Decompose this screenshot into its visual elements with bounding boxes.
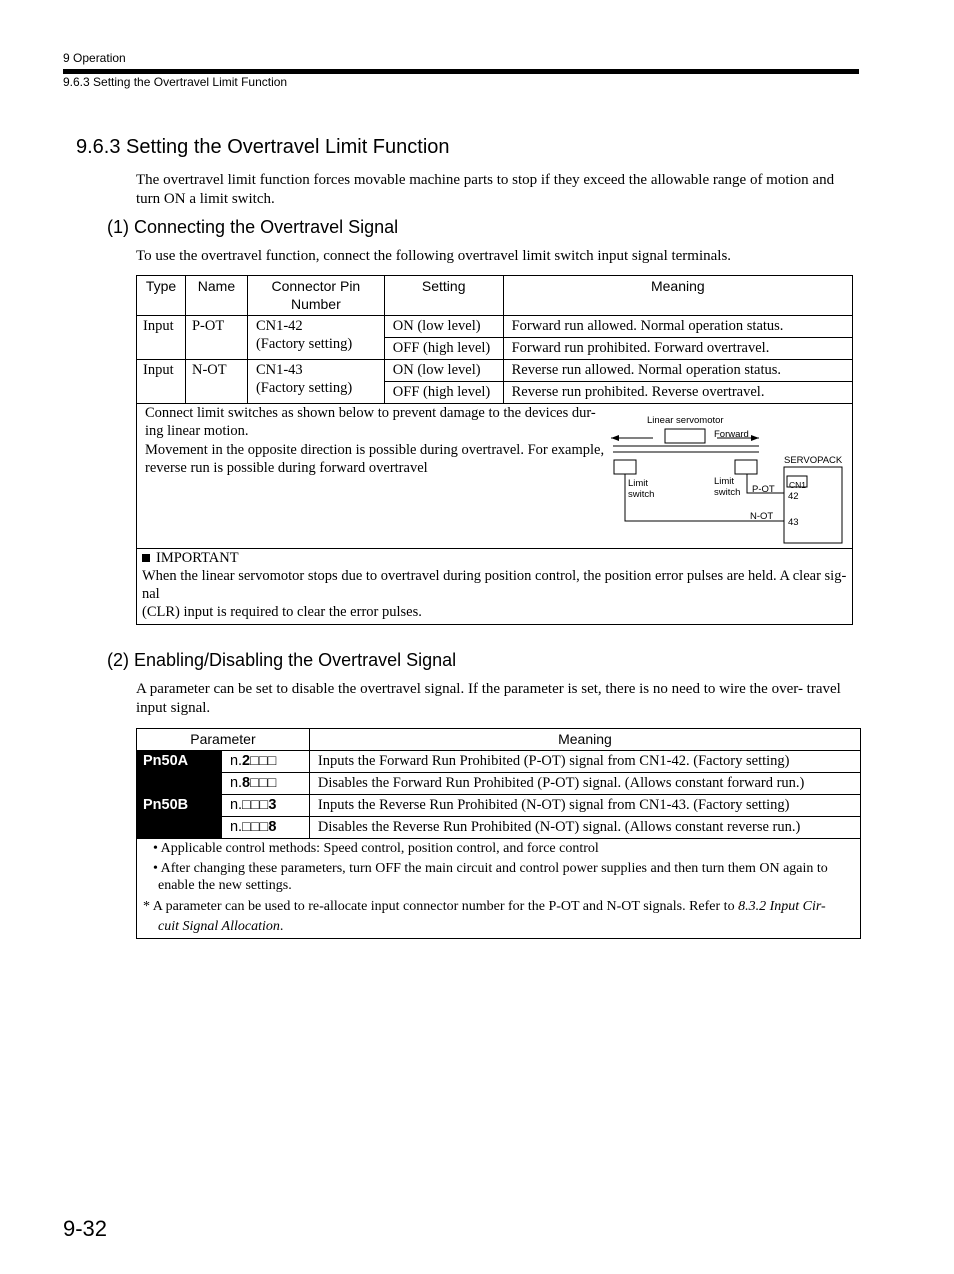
- table-row: [137, 751, 861, 773]
- limit-word: Limit: [714, 476, 735, 487]
- important-row: [137, 549, 853, 625]
- cell-meaning: Reverse run allowed. Normal operation status.: [503, 360, 852, 382]
- col-name: Name: [185, 276, 247, 316]
- col-type: Type: [137, 276, 186, 316]
- cell-name: P-OT: [185, 316, 247, 360]
- col-setting: Setting: [384, 276, 503, 316]
- section-title: 9.6.3 Setting the Overtravel Limit Function: [76, 136, 450, 158]
- switch-word: switch: [714, 487, 741, 498]
- cell-setting: OFF (high level): [384, 382, 503, 404]
- intro-paragraph: The overtravel limit function forces movable machine parts to stop if they exceed the allowable range of motion and turn ON a limit switch.: [136, 172, 835, 207]
- param-name-pn50a: Pn50A: [137, 751, 222, 795]
- note-cell: [137, 404, 853, 549]
- param-name-pn50b: Pn50B: [137, 795, 222, 839]
- parameter-table: [136, 728, 861, 939]
- table-header-row: [137, 729, 861, 751]
- limit-switch-diagram: [607, 404, 853, 549]
- param-value: [221, 751, 309, 773]
- param-meaning: Disables the Forward Run Prohibited (P-OT) signal. (Allows constant forward run.): [309, 773, 860, 795]
- value-digit: 2: [242, 753, 251, 769]
- note-bullet-2-cont: enable the new settings.: [158, 878, 292, 893]
- note-bullet-1: • Applicable control methods: Speed control, position control, and force control: [153, 841, 599, 856]
- label-limit-switch-1: [628, 478, 654, 500]
- note-text-1: Connect limit switches as shown below to prevent damage to the devices dur- ing linear motion.: [145, 405, 596, 439]
- table-row: [137, 360, 853, 382]
- col-connector: Connector Pin Number: [247, 276, 384, 316]
- overtravel-signal-table: [136, 275, 853, 625]
- value-prefix: n.□□□: [229, 797, 269, 813]
- table-row: [137, 795, 861, 817]
- label-pin-43: 43: [788, 517, 799, 528]
- cell-meaning: Reverse run prohibited. Reverse overtravel.: [503, 382, 852, 404]
- label-servopack: SERVOPACK: [784, 455, 843, 466]
- value-prefix: n.□□□: [229, 819, 269, 835]
- cell-meaning: Forward run prohibited. Forward overtravel.: [503, 338, 852, 360]
- subsection-1-heading: (1) Connecting the Overtravel Signal: [107, 217, 399, 237]
- note-reference[interactable]: 8.3.2 Input Cir-: [738, 899, 826, 914]
- notes-row: [137, 839, 861, 939]
- important-text: When the linear servomotor stops due to overtravel during position control, the position error pulses are held. A clear sig- nal: [142, 568, 847, 602]
- subsection-1-text: To use the overtravel function, connect the following overtravel limit switch input signal terminals.: [136, 248, 732, 264]
- note-asterisk-cont: [143, 917, 854, 937]
- notes-cell: [137, 839, 861, 939]
- label-p-ot: P-OT: [752, 484, 775, 495]
- label-pin-42: 42: [788, 491, 799, 502]
- param-value: [221, 795, 309, 817]
- cell-name: N-OT: [185, 360, 247, 404]
- running-header-section: 9.6.3 Setting the Overtravel Limit Function: [63, 75, 288, 89]
- col-meaning: Meaning: [309, 729, 860, 751]
- switch-word: switch: [628, 489, 655, 500]
- value-digit: 8: [268, 819, 277, 835]
- note-reference-cont[interactable]: cuit Signal Allocation: [158, 919, 280, 934]
- important-cell: [137, 549, 853, 625]
- subsection-2-text: A parameter can be set to disable the overtravel signal. If the parameter is set, there is no need to wire the over- travel input signal.: [136, 681, 841, 716]
- param-value: [221, 773, 309, 795]
- value-suffix: □□□: [250, 775, 277, 791]
- param-meaning: Inputs the Forward Run Prohibited (P-OT) signal from CN1-42. (Factory setting): [309, 751, 860, 773]
- note-asterisk: [143, 897, 854, 917]
- param-value: [221, 817, 309, 839]
- cell-type: Input: [137, 360, 186, 404]
- cell-pin: [247, 360, 384, 404]
- cell-setting: ON (low level): [384, 360, 503, 382]
- value-digit: 3: [268, 797, 277, 813]
- important-heading: [142, 549, 847, 567]
- col-meaning: Meaning: [503, 276, 852, 316]
- page-number: 9-32: [63, 1216, 108, 1241]
- pin-note: (Factory setting): [255, 336, 353, 352]
- value-suffix: □□□: [250, 753, 277, 769]
- limit-word: Limit: [628, 478, 649, 489]
- note-asterisk-text: * A parameter can be used to re-allocate input connector number for the P-OT and N-OT signals. Refer to: [143, 899, 739, 914]
- label-forward: Forward: [714, 429, 749, 440]
- running-header-chapter: 9 Operation: [63, 51, 126, 65]
- cell-setting: OFF (high level): [384, 338, 503, 360]
- cell-type: Input: [137, 316, 186, 360]
- value-prefix: n.: [229, 775, 243, 791]
- note-end: .: [279, 919, 284, 934]
- col-parameter: Parameter: [137, 729, 310, 751]
- param-meaning: Disables the Reverse Run Prohibited (N-OT) signal. (Allows constant reverse run.): [309, 817, 860, 839]
- table-row: [137, 773, 861, 795]
- pin-number: CN1-42: [255, 318, 303, 334]
- header-rule: [63, 69, 859, 74]
- square-bullet-icon: [142, 554, 150, 562]
- param-meaning: Inputs the Reverse Run Prohibited (N-OT) signal from CN1-43. (Factory setting): [309, 795, 860, 817]
- cell-meaning: Forward run allowed. Normal operation status.: [503, 316, 852, 338]
- note-row: [137, 404, 853, 549]
- cell-pin: [247, 316, 384, 360]
- value-digit: 8: [242, 775, 251, 791]
- label-limit-switch-2: [714, 476, 740, 498]
- subsection-2-heading: (2) Enabling/Disabling the Overtravel Signal: [107, 650, 457, 670]
- note-bullet-2: • After changing these parameters, turn OFF the main circuit and control power supplies and then turn them ON again to: [153, 861, 828, 876]
- note-text-2: Movement in the opposite direction is possible during overtravel. For example, reverse run is possible during forward overtravel: [145, 442, 605, 476]
- label-n-ot: N-OT: [750, 511, 774, 522]
- table-row: [137, 316, 853, 338]
- important-label: IMPORTANT: [156, 550, 239, 566]
- value-prefix: n.: [229, 753, 243, 769]
- label-linear-servomotor: Linear servomotor: [647, 415, 724, 426]
- pin-note: (Factory setting): [255, 380, 353, 396]
- pin-number: CN1-43: [255, 362, 303, 378]
- label-cn1: CN1: [789, 480, 807, 490]
- cell-setting: ON (low level): [384, 316, 503, 338]
- table-row: [137, 817, 861, 839]
- important-text-2: (CLR) input is required to clear the error pulses.: [142, 604, 422, 620]
- table-header-row: [137, 276, 853, 316]
